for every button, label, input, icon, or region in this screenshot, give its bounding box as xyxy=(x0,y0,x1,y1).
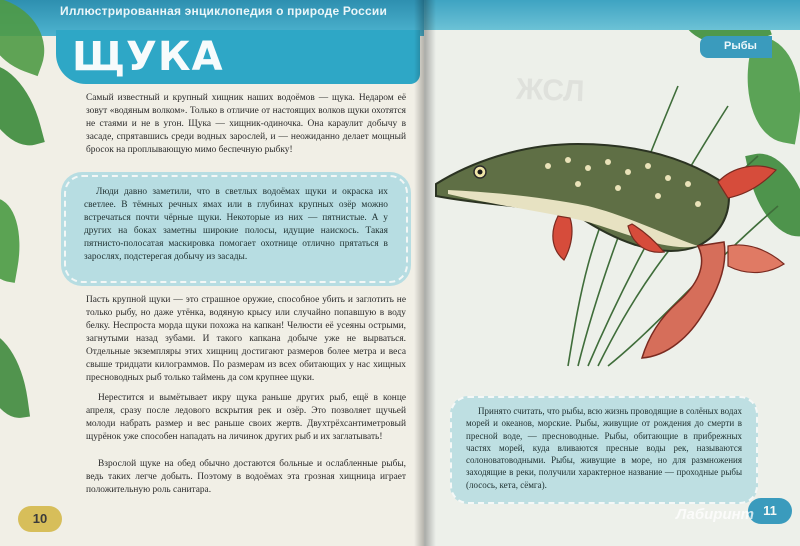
leaf-decoration xyxy=(0,197,29,283)
page-number-right: 11 xyxy=(748,498,792,524)
right-header-band xyxy=(424,0,800,30)
paragraph-jaws: Пасть крупной щуки — это страшное оружие, способное убить и заглотить не только рыбу, но даже утёнка, водяную крысу или случайно попавшую в воду белку. Неспроста морда щуки похожа на капкан! Челюсти её усеяны острыми, загнутыми назад зубами. И такого капкана добыче уже не вырваться. Отдельные экземпляры этих хищниц достигают размеров более метра и веса свыше тридцати килограммов. По размерам из всех обитающих у нас хищных пресноводных рыб только таймень да сом крупнее щуки. xyxy=(86,295,406,383)
pike-tail xyxy=(642,242,725,358)
pike-pectoral-fin xyxy=(553,216,572,260)
page-number-left: 10 xyxy=(18,506,62,532)
watermark: Лабиринт xyxy=(676,506,755,523)
fact-box-text: Принято считать, что рыбы, всю жизнь проводящие в солёных водах морей и океанов, морские. Рыбы, живущие от рождения до смерти в пресной воде, — пресноводные. Рыбы, обитающие в прибрежных частях морей, куда вливаются пресные воды рек, называются солоноватоводными. Рыбы, живущие в море, но для размножения заходящие в реки, получили характерное название — проходные рыбы (лосось, кета, сёмга). xyxy=(466,406,742,490)
page-title: ЩУКА xyxy=(72,34,224,80)
series-title: Иллюстрированная энциклопедия о природе России xyxy=(60,4,388,18)
leaf-decoration xyxy=(0,327,30,422)
faint-background-text: ЖСЛ xyxy=(515,72,585,109)
info-box-text: Люди давно заметили, что в светлых водоёмах щуки и окраска их светлее. В тёмных речных ямах или в глубинах крупных озёр можно встречаться почти чёрные щуки. Некоторые из них — пятнистые. А у других на боках заметны широкие полосы, идущие наискось. Такая пятнисто-полосатая маскировка помогает охотнице отлично прятаться в зарослях, подстерегая добычу из засады. xyxy=(84,187,388,262)
pike-illustration xyxy=(428,66,798,386)
section-label: Рыбы xyxy=(724,40,757,52)
pike-tail-fin xyxy=(728,245,784,273)
paragraph-intro: Самый известный и крупный хищник наших водоёмов — щука. Недаром её зовут «водяным волком». Только в отличие от настоящих волков щуки охотятся не стаями и не в угон. Щука — хищник-одиночка. Она караулит добычу в засаде, спрятавшись среди водных зарослей, и — неожиданно делает мощный бросок на проплывающую мимо беспечную рыбку! xyxy=(86,93,406,155)
paragraph-spawning: Нерестится и вымётывает икру щука раньше других рыб, ещё в конце апреля, сразу после ледового вскрытия рек и озёр. Это позволяет щучьей молоди набрать размер и вес раньше своих жертв. Двухтрёхсантиметровый щурёнок уже способен нападать на личинок других рыб и их заглатывать! xyxy=(86,393,406,442)
paragraph-sanitary: Взрослой щуке на обед обычно достаются больные и ослабленные рыбы, ведь таких легче добыть. Поэтому в водоёмах эта грозная хищница играет положительную роль санитара. xyxy=(86,459,406,495)
pike-dorsal-fin xyxy=(718,166,776,198)
